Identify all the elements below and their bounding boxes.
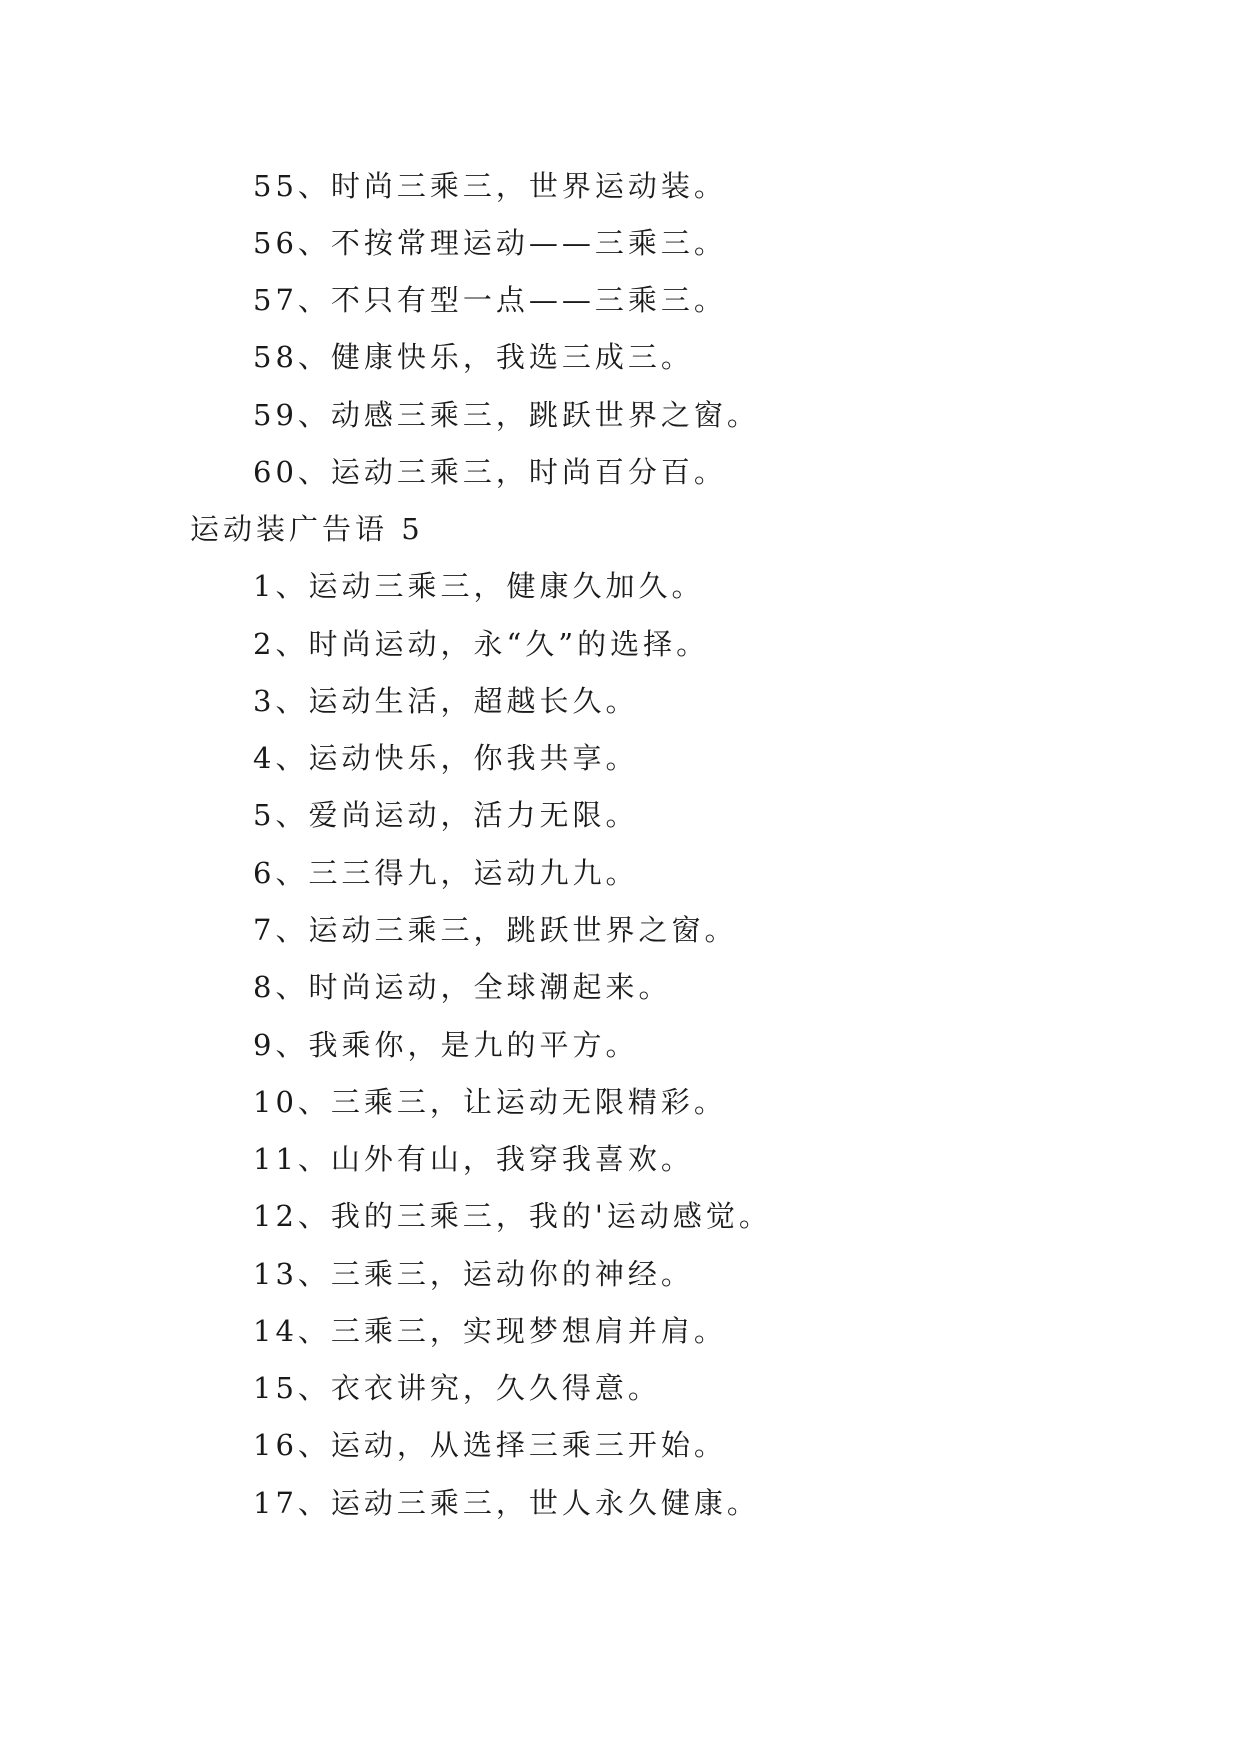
list-item: 60、运动三乘三，时尚百分百。 (253, 455, 727, 489)
list-item: 14、三乘三，实现梦想肩并肩。 (253, 1314, 727, 1348)
list-item: 15、衣衣讲究，久久得意。 (253, 1371, 661, 1405)
list-item: 59、动感三乘三，跳跃世界之窗。 (253, 398, 760, 432)
list-item: 5、爱尚运动，活力无限。 (253, 798, 639, 832)
list-item: 1、运动三乘三，健康久加久。 (253, 569, 705, 603)
list-item: 8、时尚运动，全球潮起来。 (253, 970, 672, 1004)
list-item: 12、我的三乘三，我的'运动感觉。 (253, 1199, 772, 1233)
list-item: 17、运动三乘三，世人永久健康。 (253, 1486, 760, 1520)
list-item: 58、健康快乐，我选三成三。 (253, 340, 694, 374)
list-item: 4、运动快乐，你我共享。 (253, 741, 639, 775)
list-item: 10、三乘三，让运动无限精彩。 (253, 1085, 727, 1119)
list-item: 7、运动三乘三，跳跃世界之窗。 (253, 913, 738, 947)
list-item: 13、三乘三，运动你的神经。 (253, 1257, 694, 1291)
list-item: 2、时尚运动，永“久”的选择。 (253, 627, 710, 661)
section-heading: 运动装广告语 5 (190, 512, 424, 546)
list-item: 6、三三得九，运动九九。 (253, 856, 639, 890)
list-item: 9、我乘你，是九的平方。 (253, 1028, 639, 1062)
list-item: 3、运动生活，超越长久。 (253, 684, 639, 718)
list-item: 16、运动，从选择三乘三开始。 (253, 1428, 727, 1462)
list-item: 55、时尚三乘三，世界运动装。 (253, 169, 727, 203)
list-item: 56、不按常理运动——三乘三。 (253, 226, 727, 260)
list-item: 57、不只有型一点——三乘三。 (253, 283, 727, 317)
list-item: 11、山外有山，我穿我喜欢。 (253, 1142, 694, 1176)
